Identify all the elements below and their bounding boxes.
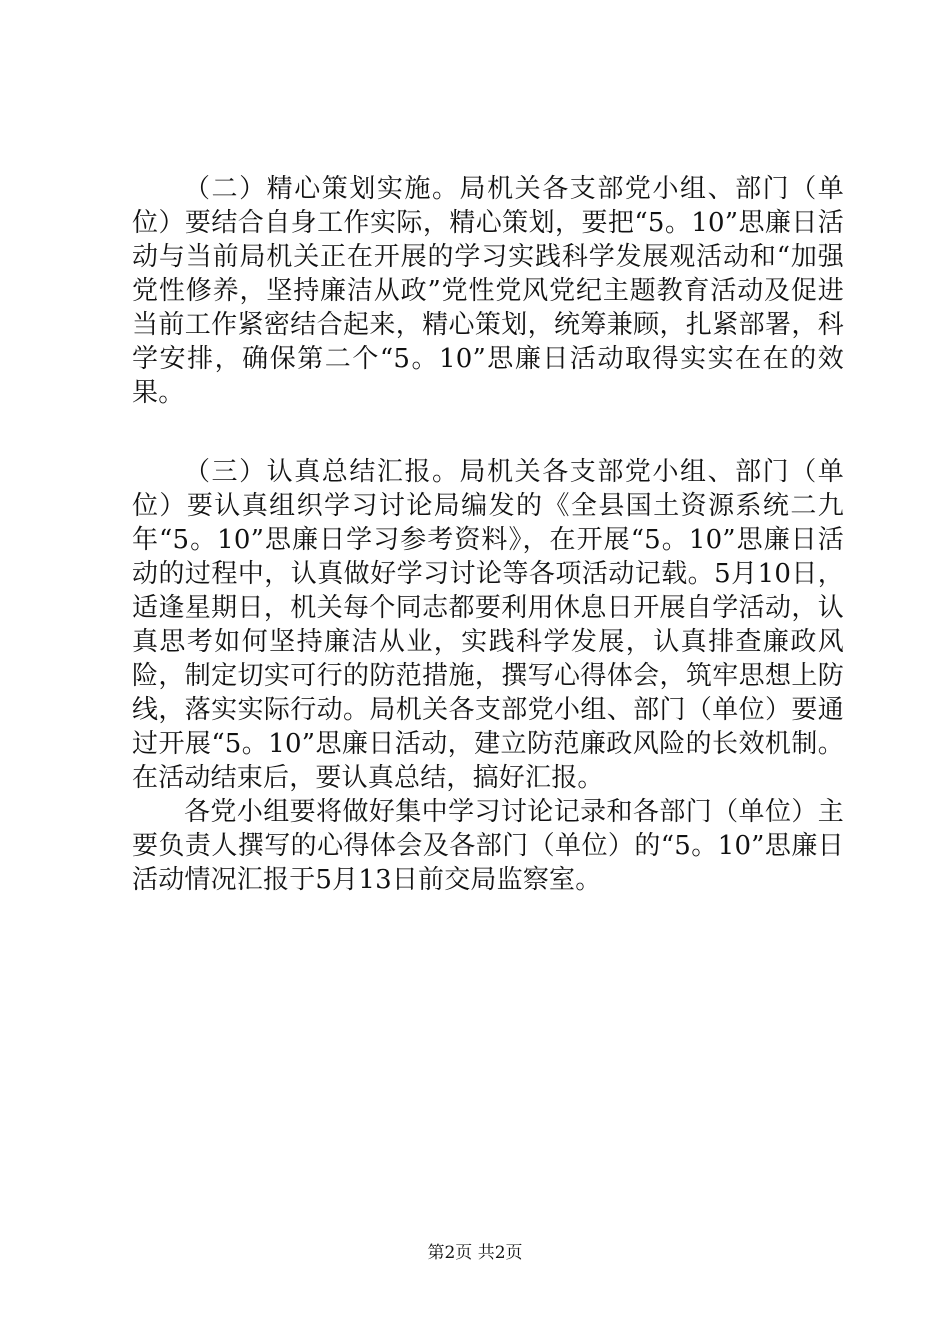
paragraph-submission: 各党小组要将做好集中学习讨论记录和各部门（单位）主要负责人撰写的心得体会及各部门（单位）的“5。10”思廉日活动情况汇报于5月13日前交局监察室。 — [132, 797, 844, 895]
paragraph-planning: （二）精心策划实施。局机关各支部党小组、部门（单位）要结合自身工作实际，精心策划，要把“5。10”思廉日活动与当前局机关正在开展的学习实践科学发展观活动和“加强党性修养，坚持廉洁从政”党性党风党纪主题教育活动及促进当前工作紧密结合起来，精心策划，统筹兼顾，扎紧部署，科学安排，确保第二个“5。10”思廉日活动取得实实在在的效果。 — [132, 174, 844, 408]
page-footer: 第2页 共2页 — [427, 1243, 523, 1263]
document-body — [132, 172, 844, 897]
paragraph-summary-report: （三）认真总结汇报。局机关各支部党小组、部门（单位）要认真组织学习讨论局编发的《全县国土资源系统二九年“5。10”思廉日学习参考资料》，在开展“5。10”思廉日活动的过程中，认真做好学习讨论等各项活动记载。5月10日，适逢星期日，机关每个同志都要利用休息日开展自学活动，认真思考如何坚持廉洁从业，实践科学发展，认真排查廉政风险，制定切实可行的防范措施，撰写心得体会，筑牢思想上防线，落实实际行动。局机关各支部党小组、部门（单位）要通过开展“5。10”思廉日活动，建立防范廉政风险的长效机制。在活动结束后，要认真总结，搞好汇报。 — [132, 457, 844, 793]
